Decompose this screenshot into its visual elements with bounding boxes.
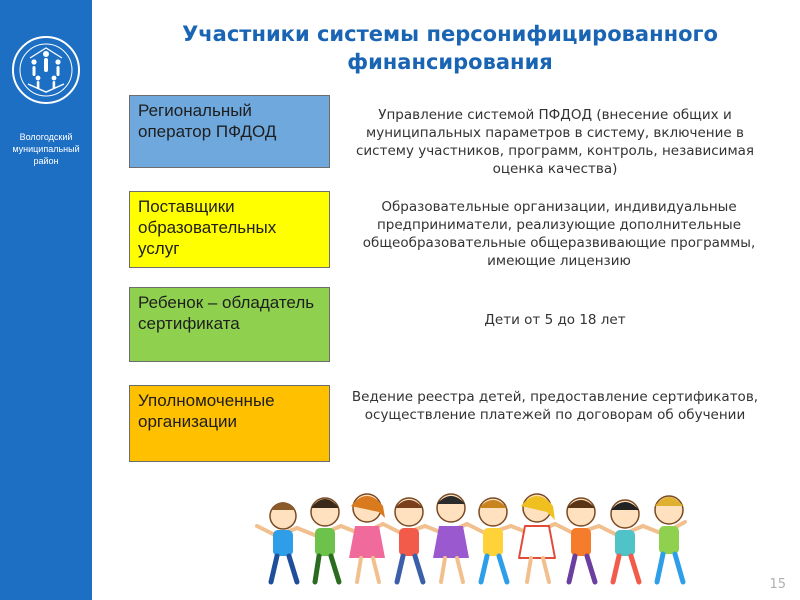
role-box-authorized-orgs: Уполномоченные организации [129,385,330,462]
role-box-providers: Поставщики образовательных услуг [129,191,330,268]
role-box-child: Ребенок – обладатель сертификата [129,287,330,362]
child-figure [257,502,297,582]
page-title: Участники системы персонифицированного финансирования [182,22,718,74]
role-box-regional-operator: Региональный оператор ПФДОД [129,95,330,168]
child-figure [383,498,425,582]
district-label: Вологодский муниципальный район [12,132,80,166]
description-authorized-orgs: Ведение реестра детей, предоставление сертификатов, осуществление платежей по договорам об обучении [351,389,759,423]
child-figure [643,496,685,582]
child-figure [599,500,643,582]
description-providers: Образовательные организации, индивидуальные предприниматели, реализующие дополнительные общеобразовательные общеразвивающие программы, имеющие лицензию [362,199,756,269]
page-number: 15 [769,577,786,592]
child-figure [297,498,341,582]
description-child: Дети от 5 до 18 лет [484,312,626,328]
sidebar [0,0,92,600]
child-figure [425,494,469,582]
child-figure [467,498,511,582]
child-figure [555,498,599,582]
dancing-children-illustration [255,478,775,588]
district-emblem-icon [10,34,82,106]
child-figure [511,494,555,582]
description-regional-operator: Управление системой ПФДОД (внесение общих и муниципальных параметров в систему, включение в систему участников, программ, контроль, независимая оценка качества) [355,107,755,177]
child-figure [341,494,385,582]
